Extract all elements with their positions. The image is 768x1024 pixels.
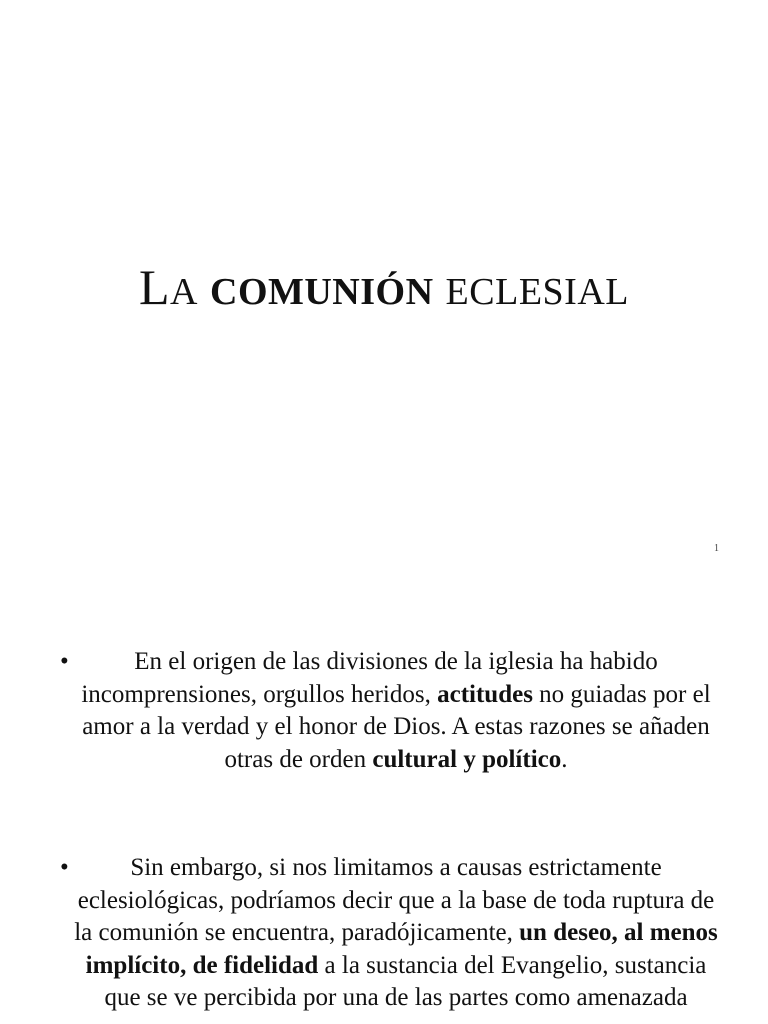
bullet-list-1 — [60, 646, 720, 776]
bullet-text: a la sustancia del Evangelio, sustancia que se ve — [104, 951, 707, 1011]
bullet-list-2 — [60, 852, 720, 1015]
title-rest: ECLESIAL — [445, 271, 629, 313]
bullet-item — [60, 852, 720, 1015]
bullet-marker: • — [60, 648, 69, 675]
bullet-text: En el origen de las divisiones de la iglesia ha habido incomprensiones, orgullos heridos, — [81, 648, 658, 708]
bullet-bold-text: un deseo, al menos implícito, de fidelidad — [85, 919, 718, 979]
bullet-bold-text: cultural y político — [372, 745, 562, 773]
bullet-bold-text: actitudes — [437, 680, 533, 708]
bullet-text: no guiadas por el amor a la verdad y el honor de Dios. A estas razones se añaden otras de orden — [82, 680, 711, 773]
page-number: 1 — [714, 543, 719, 554]
title-initial: L — [139, 259, 171, 315]
title-bold-word: COMUNIÓN — [210, 271, 434, 313]
slide-2 — [0, 570, 768, 1024]
bullet-marker: • — [60, 854, 69, 881]
title-article: A — [170, 271, 198, 313]
bullet-text: Sin embargo, si nos limitamos a causas estrictamente eclesiológicas, podríamos decir que a la base de toda ruptura de la comunión se encuentra, paradójicamente, — [74, 854, 715, 946]
bullet-text-cut: percibida por una de las partes como amenazada — [203, 984, 688, 1011]
slide-title — [0, 258, 768, 316]
bullet-item — [60, 646, 720, 776]
bullet-text: . — [561, 745, 568, 773]
